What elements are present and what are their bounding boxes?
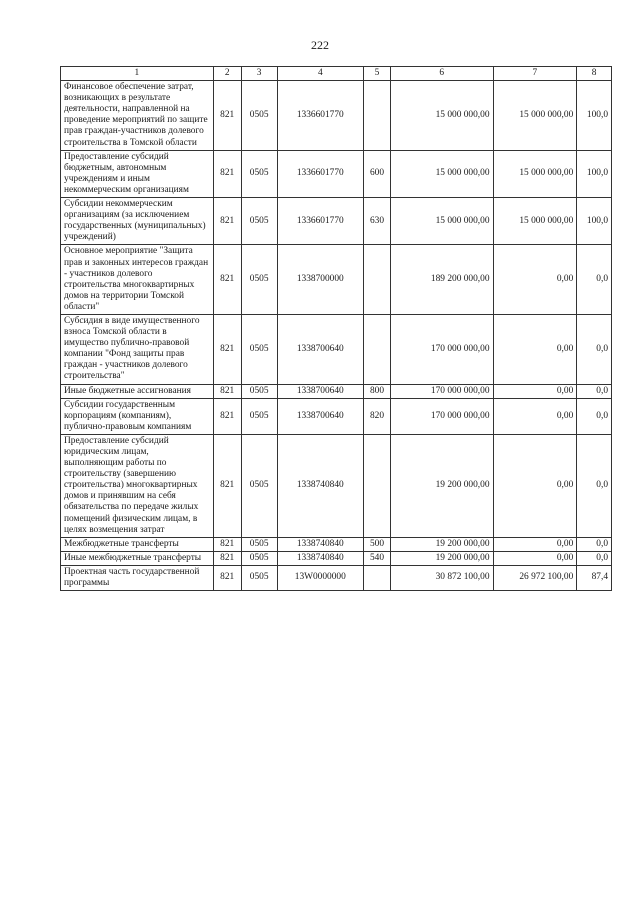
table-row: [61, 245, 612, 315]
row-plan: 170 000 000,00: [391, 314, 493, 384]
table-row: [61, 81, 612, 151]
row-rz: 0505: [241, 398, 277, 434]
row-cs: 1338740840: [277, 434, 364, 537]
table-row: [61, 565, 612, 590]
row-rz: 0505: [241, 81, 277, 151]
header-col-6: 6: [391, 67, 493, 81]
row-rz: 0505: [241, 245, 277, 315]
row-name: Иные бюджетные ассигнования: [61, 384, 214, 398]
row-pct: 100,0: [577, 198, 612, 245]
row-gr: 821: [213, 245, 241, 315]
header-col-2: 2: [213, 67, 241, 81]
row-plan: 15 000 000,00: [391, 150, 493, 197]
row-plan: 19 200 000,00: [391, 551, 493, 565]
row-fact: 0,00: [493, 551, 577, 565]
row-fact: 0,00: [493, 245, 577, 315]
row-pct: 0,0: [577, 434, 612, 537]
header-col-4: 4: [277, 67, 364, 81]
row-vr: [364, 81, 391, 151]
row-fact: 0,00: [493, 434, 577, 537]
row-plan: 189 200 000,00: [391, 245, 493, 315]
row-plan: 15 000 000,00: [391, 198, 493, 245]
row-rz: 0505: [241, 314, 277, 384]
row-vr: 600: [364, 150, 391, 197]
row-rz: 0505: [241, 434, 277, 537]
row-fact: 0,00: [493, 314, 577, 384]
row-vr: [364, 434, 391, 537]
row-rz: 0505: [241, 565, 277, 590]
row-gr: 821: [213, 537, 241, 551]
row-plan: 19 200 000,00: [391, 537, 493, 551]
table-header-row: [61, 67, 612, 81]
row-fact: 0,00: [493, 384, 577, 398]
row-vr: 800: [364, 384, 391, 398]
row-pct: 0,0: [577, 314, 612, 384]
row-name: Субсидии государственным корпорациям (компаниям), публично-правовым компаниям: [61, 398, 214, 434]
row-plan: 170 000 000,00: [391, 398, 493, 434]
row-pct: 87,4: [577, 565, 612, 590]
row-gr: 821: [213, 150, 241, 197]
header-col-7: 7: [493, 67, 577, 81]
header-col-5: 5: [364, 67, 391, 81]
row-plan: 30 872 100,00: [391, 565, 493, 590]
page-number: 222: [311, 38, 329, 52]
row-pct: 0,0: [577, 551, 612, 565]
row-pct: 100,0: [577, 150, 612, 197]
row-gr: 821: [213, 434, 241, 537]
row-gr: 821: [213, 198, 241, 245]
row-plan: 170 000 000,00: [391, 384, 493, 398]
row-fact: 15 000 000,00: [493, 150, 577, 197]
table-row: [61, 150, 612, 197]
row-plan: 15 000 000,00: [391, 81, 493, 151]
row-rz: 0505: [241, 384, 277, 398]
row-name: Предоставление субсидий юридическим лицам, выполняющим работы по строительству (завершению строительства) многоквартирных домов и принявшим на себя обязательства по передаче жилых помещений физическим лицам, в целях возмещения затрат: [61, 434, 214, 537]
row-vr: 500: [364, 537, 391, 551]
row-name: Субсидии некоммерческим организациям (за исключением государственных (муниципальных) учреждений): [61, 198, 214, 245]
row-gr: 821: [213, 551, 241, 565]
row-fact: 0,00: [493, 537, 577, 551]
row-gr: 821: [213, 398, 241, 434]
row-gr: 821: [213, 314, 241, 384]
row-fact: 15 000 000,00: [493, 81, 577, 151]
row-vr: 540: [364, 551, 391, 565]
table-row: [61, 384, 612, 398]
row-pct: 0,0: [577, 384, 612, 398]
row-pct: 0,0: [577, 398, 612, 434]
row-name: Проектная часть государственной программы: [61, 565, 214, 590]
row-name: Межбюджетные трансферты: [61, 537, 214, 551]
row-vr: [364, 245, 391, 315]
row-cs: 1338700640: [277, 398, 364, 434]
row-cs: 1338740840: [277, 551, 364, 565]
row-cs: 1338700640: [277, 384, 364, 398]
row-gr: 821: [213, 384, 241, 398]
row-pct: 100,0: [577, 81, 612, 151]
row-cs: 13W0000000: [277, 565, 364, 590]
row-cs: 1338740840: [277, 537, 364, 551]
row-cs: 1336601770: [277, 81, 364, 151]
row-vr: 630: [364, 198, 391, 245]
row-cs: 1338700640: [277, 314, 364, 384]
row-name: Предоставление субсидий бюджетным, автономным учреждениям и иным некоммерческим организациям: [61, 150, 214, 197]
row-vr: [364, 314, 391, 384]
row-fact: 26 972 100,00: [493, 565, 577, 590]
row-fact: 15 000 000,00: [493, 198, 577, 245]
row-pct: 0,0: [577, 537, 612, 551]
row-name: Субсидия в виде имущественного взноса Томской области в имущество публично-правовой компании "Фонд защиты прав граждан - участников долевого строительства": [61, 314, 214, 384]
row-rz: 0505: [241, 537, 277, 551]
row-cs: 1336601770: [277, 198, 364, 245]
budget-table: [60, 66, 612, 591]
table-row: [61, 198, 612, 245]
table-row: [61, 398, 612, 434]
header-col-3: 3: [241, 67, 277, 81]
row-cs: 1336601770: [277, 150, 364, 197]
table-row: [61, 537, 612, 551]
row-name: Финансовое обеспечение затрат, возникающих в результате деятельности, направленной на проведение мероприятий по защите прав граждан-участников долевого строительства в Томской области: [61, 81, 214, 151]
table-row: [61, 551, 612, 565]
row-name: Основное мероприятие "Защита прав и законных интересов граждан - участников долевого строительства многоквартирных домов на территории Томской области": [61, 245, 214, 315]
header-col-8: 8: [577, 67, 612, 81]
row-rz: 0505: [241, 198, 277, 245]
row-rz: 0505: [241, 150, 277, 197]
row-plan: 19 200 000,00: [391, 434, 493, 537]
row-pct: 0,0: [577, 245, 612, 315]
row-fact: 0,00: [493, 398, 577, 434]
row-vr: [364, 565, 391, 590]
table-row: [61, 434, 612, 537]
table-row: [61, 314, 612, 384]
row-vr: 820: [364, 398, 391, 434]
row-gr: 821: [213, 81, 241, 151]
row-rz: 0505: [241, 551, 277, 565]
header-col-1: 1: [61, 67, 214, 81]
row-name: Иные межбюджетные трансферты: [61, 551, 214, 565]
row-cs: 1338700000: [277, 245, 364, 315]
row-gr: 821: [213, 565, 241, 590]
